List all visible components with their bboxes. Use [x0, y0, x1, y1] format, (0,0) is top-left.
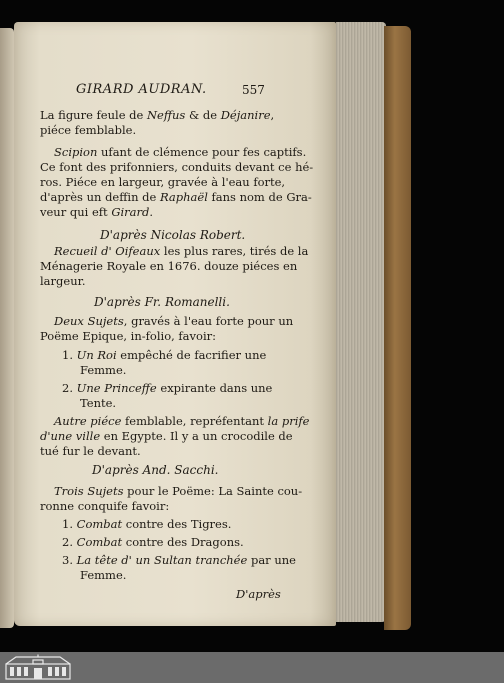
text-segment: pour le Poëme: La Sainte cou- — [123, 484, 303, 498]
text-line — [62, 348, 266, 362]
text-line — [40, 123, 136, 137]
text-segment: Ce font des prifonniers, conduits devant ce hé- — [40, 160, 314, 174]
text-line — [54, 244, 308, 258]
text-line — [62, 535, 244, 549]
text-segment: Une Princeffe — [76, 381, 157, 395]
text-segment: expirante dans une — [156, 381, 273, 395]
text-segment: ros. Piéce en largeur, gravée à l'eau forte, — [40, 175, 286, 189]
text-line — [40, 444, 141, 458]
text-segment: les plus rares, tirés de la — [160, 244, 309, 258]
book-cover — [384, 26, 411, 630]
text-segment: contre des Tigres. — [122, 517, 232, 531]
text-segment: , gravés à l'eau forte pour un — [123, 314, 294, 328]
text-line — [80, 396, 116, 410]
text-segment: Déjanire — [220, 108, 271, 122]
running-head: GIRARD AUDRAN. — [76, 82, 207, 97]
text-line — [62, 517, 231, 531]
text-line — [54, 145, 306, 159]
book-page — [14, 22, 336, 626]
text-segment: veur qui eft — [40, 205, 112, 219]
text-segment: empêché de facrifier une — [116, 348, 267, 362]
text-line — [40, 259, 297, 273]
text-segment: & de — [185, 108, 221, 122]
text-segment: largeur. — [40, 274, 86, 288]
text-segment: La tête d' un Sultan tranchée — [76, 553, 248, 567]
text-line — [54, 484, 302, 498]
text-segment: . — [149, 205, 154, 219]
text-segment: D'après — [236, 587, 281, 601]
text-segment: D'après And. Sacchi. — [92, 463, 219, 477]
text-segment: Raphaël — [159, 190, 208, 204]
text-segment: Girard — [111, 205, 150, 219]
text-line — [40, 429, 293, 443]
text-segment: en Egypte. Il y a un crocodile de — [100, 429, 293, 443]
text-line — [40, 108, 274, 122]
text-line — [40, 274, 86, 288]
text-line — [40, 205, 153, 219]
section-heading — [94, 295, 230, 309]
text-segment: Combat — [76, 517, 123, 531]
text-line — [236, 587, 281, 601]
text-segment: Tente. — [80, 396, 117, 410]
text-segment: Autre piéce — [54, 414, 122, 428]
text-line — [80, 363, 126, 377]
text-segment: Femme. — [80, 363, 127, 377]
text-segment: Poëme Epique, in-folio, favoir: — [40, 329, 217, 343]
text-segment: Femme. — [80, 568, 127, 582]
text-line — [62, 381, 272, 395]
text-segment: 1. — [62, 517, 77, 531]
text-segment: Un Roi — [76, 348, 117, 362]
footer-bar — [0, 652, 504, 683]
text-segment: D'après Fr. Romanelli. — [94, 295, 230, 309]
section-heading — [100, 228, 245, 242]
text-segment: D'après Nicolas Robert. — [100, 228, 246, 242]
text-segment: d'une ville — [40, 429, 101, 443]
text-line — [40, 175, 285, 189]
text-segment: Trois Sujets — [54, 484, 124, 498]
text-segment: La figure feule de — [40, 108, 147, 122]
library-building-icon — [4, 654, 72, 681]
page-number: 557 — [242, 83, 265, 97]
text-segment: par une — [247, 553, 296, 567]
text-line — [40, 160, 313, 174]
text-segment: Deux Sujets — [54, 314, 124, 328]
text-segment: , — [270, 108, 275, 122]
text-segment: ufant de clémence pour fes captifs. — [97, 145, 307, 159]
text-line — [40, 499, 169, 513]
text-line — [54, 414, 309, 428]
text-segment: Neffus — [146, 108, 186, 122]
text-segment: tué fur le devant. — [40, 444, 141, 458]
text-segment: 2. — [62, 381, 77, 395]
text-segment: fans nom de Gra- — [207, 190, 312, 204]
text-line — [40, 190, 312, 204]
text-line — [62, 553, 296, 567]
text-segment: ronne conquife favoir: — [40, 499, 170, 513]
text-segment: contre des Dragons. — [122, 535, 244, 549]
text-line — [54, 314, 293, 328]
text-segment: piéce femblable. — [40, 123, 137, 137]
section-heading — [92, 463, 218, 477]
text-segment: 2. — [62, 535, 77, 549]
text-segment: Ménagerie Royale en 1676. douze piéces en — [40, 259, 298, 273]
text-segment: 3. — [62, 553, 77, 567]
page-block-edges — [336, 22, 386, 622]
text-segment: d'après un deffin de — [40, 190, 160, 204]
text-segment: 1. — [62, 348, 77, 362]
text-segment: la prife — [267, 414, 310, 428]
text-segment: Recueil d' Oifeaux — [54, 244, 161, 258]
text-line — [40, 329, 216, 343]
text-segment: Combat — [76, 535, 123, 549]
facing-page-edge — [0, 28, 14, 628]
text-segment: femblable, repréfentant — [121, 414, 268, 428]
text-line — [80, 568, 126, 582]
text-segment: Scipion — [54, 145, 98, 159]
